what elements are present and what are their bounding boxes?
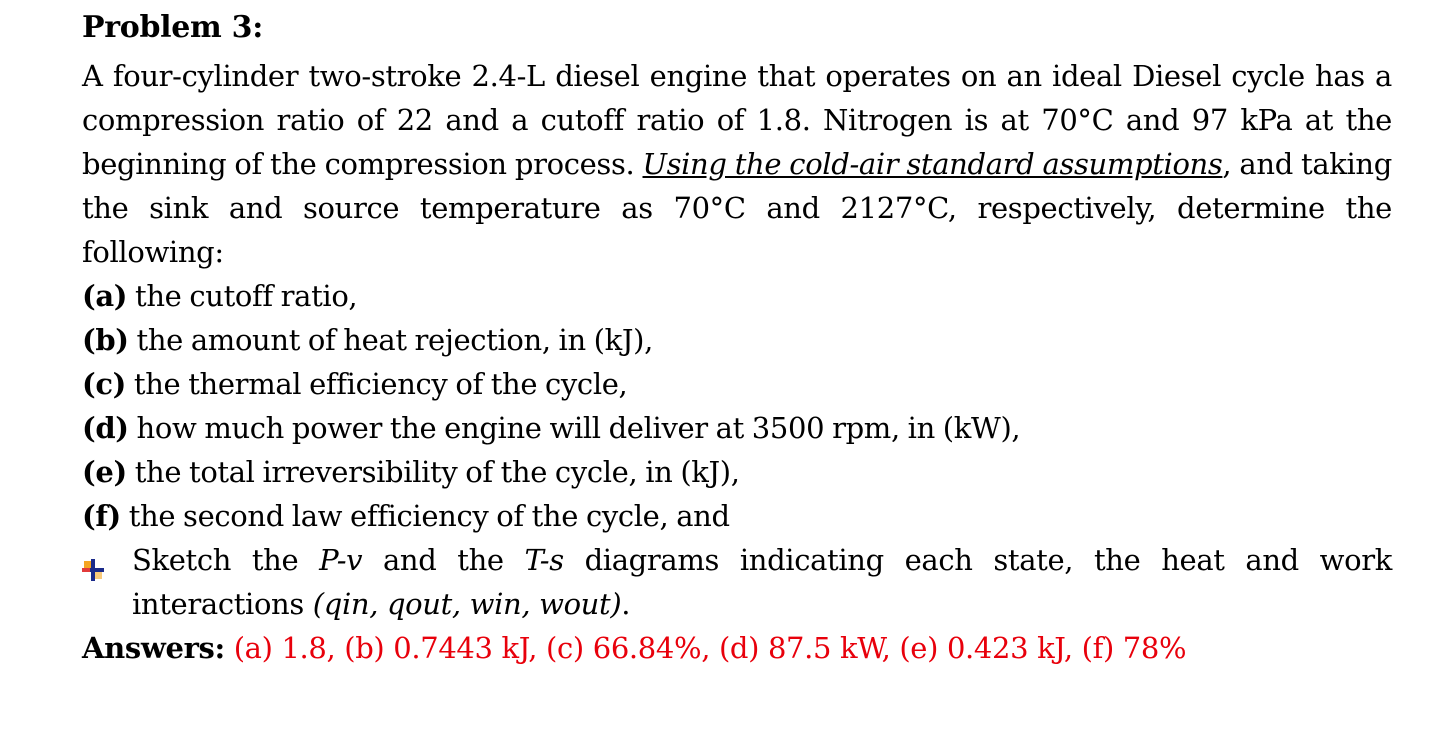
part-key: (c) xyxy=(82,367,127,401)
answers-label: Answers: xyxy=(82,631,225,665)
question-part xyxy=(82,318,1392,362)
interactions-formula: (qin, qout, win, wout) xyxy=(312,587,622,621)
problem-title: Problem 3: xyxy=(82,10,263,45)
part-key: (f) xyxy=(82,499,121,533)
statement-text-2: , and taking the sink and source temperature as 70°C and 2127°C, respectively, determine the following: xyxy=(82,147,1392,269)
statement-text-1: A four-cylinder two-stroke 2.4-L diesel engine that operates on an ideal Diesel cycle has a compression ratio of 22 and a cutoff ratio of 1.8. Nitrogen is at 70°C and 97 kPa at the beginning of the compression process. xyxy=(82,59,1392,181)
part-key: (a) xyxy=(82,279,128,313)
part-text: the thermal efficiency of the cycle, xyxy=(126,367,628,401)
part-text: the cutoff ratio, xyxy=(127,279,358,313)
question-part xyxy=(82,274,1392,318)
pv-diagram-label: P-v xyxy=(319,543,363,577)
move-cross-icon xyxy=(82,549,104,571)
question-part xyxy=(82,494,1392,538)
part-key: (d) xyxy=(82,411,129,445)
sketch-instruction xyxy=(82,538,1392,626)
ts-diagram-label: T-s xyxy=(524,543,564,577)
question-part xyxy=(82,406,1392,450)
part-text: how much power the engine will deliver at 3500 rpm, in (kW), xyxy=(128,411,1021,445)
statement-assumption-link: Using the cold-air standard assumptions xyxy=(642,147,1223,181)
question-parts-list xyxy=(82,274,1392,538)
problem-statement xyxy=(82,54,1392,274)
question-part xyxy=(82,450,1392,494)
part-key: (b) xyxy=(82,323,129,357)
sketch-suffix: diagrams indicating each state, the heat and work interactions xyxy=(132,543,1392,621)
answers-line xyxy=(82,626,1392,670)
sketch-middle: and the xyxy=(362,543,525,577)
answers-values: (a) 1.8, (b) 0.7443 kJ, (c) 66.84%, (d) 87.5 kW, (e) 0.423 kJ, (f) 78% xyxy=(224,631,1187,665)
part-key: (e) xyxy=(82,455,127,489)
part-text: the amount of heat rejection, in (kJ), xyxy=(128,323,653,357)
sketch-prefix: Sketch the xyxy=(132,543,320,577)
question-part xyxy=(82,362,1392,406)
part-text: the total irreversibility of the cycle, in (kJ), xyxy=(126,455,740,489)
sketch-end: . xyxy=(621,587,631,621)
problem-page xyxy=(82,8,1392,670)
part-text: the second law efficiency of the cycle, and xyxy=(120,499,730,533)
